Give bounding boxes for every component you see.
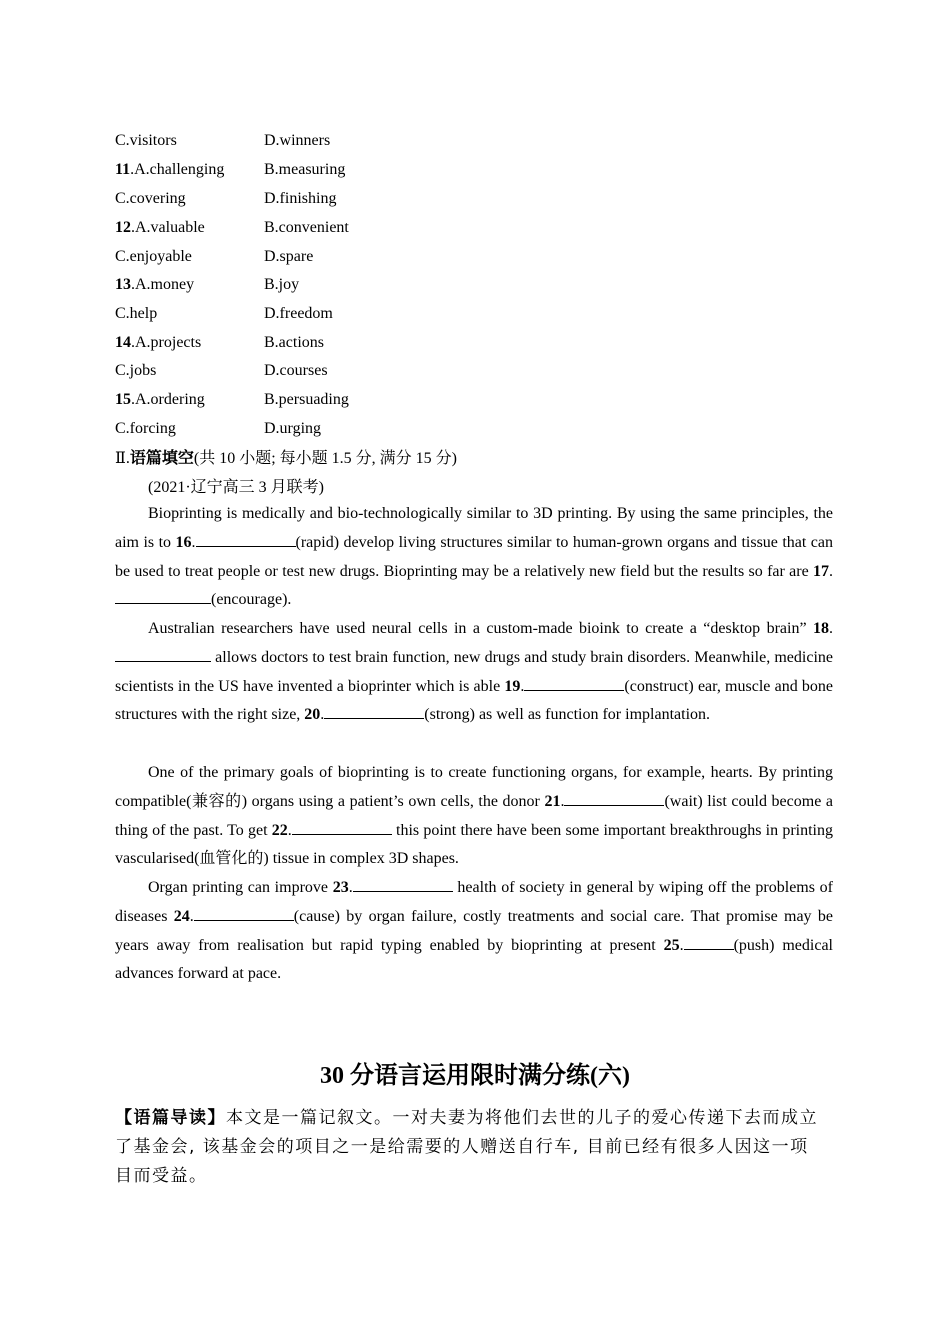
answer-blank [292,820,392,835]
answer-blank [194,906,294,921]
answer-blank [524,676,624,691]
passage-source: (2021·辽宁高三 3 月联考) [148,479,324,496]
reading-guide-text: 本文是一篇记叙文。一对夫妻为将他们去世的儿子的爱心传递下去而成立了基金会, 该基金会的项目之一是给需要的人赠送自行车, 目前已经有很多人因这一项目而受益。 [115,1108,818,1186]
section-heading: Ⅱ.语篇填空(共 10 小题; 每小题 1.5 分, 满分 15 分) [115,450,457,467]
answer-blank [564,791,664,806]
document-page: C.visitors D.winners 11.A.challenging B.measuring C.covering D.finishing 12.A.valuable B.convenient C.enjoyable D.spare 13.A.money B.joy C.help D.freedom 14.A.projects B.actions C.jobs D.courses 15.A.ordering B.persuading C.forcing D.urging Ⅱ.语篇填空(共 10 小题; 每小题 1.5 分, 满分 15 分) (2021·辽宁高三 3 月联考) Bioprinting is medically and bio-technologically similar to 3D printing. By using the same principles, the aim is to 16. (rapid) develop living structures similar to human-grown organs and tissue that can be used to treat people or test new drugs. Bioprinting may be a relatively new field but the results so far are 17.(encourage). Australian researchers have used neural cells in a custom-made bioink to create a “desktop brain” 18. allows doctors to test brain function, new drugs and study brain disorders. Meanwhile, medicine scientists in the US have invented a bioprinter which is able 19. (construct) ear, muscle and bone structures with the right size, 20. (strong) as well as function for implantation. One of the primary goals of bioprinting is to create functioning organs, for example, hearts. By printing compatible(兼容的) organs using a patient’s own cells, the donor 21. (wait) list could become a thing of the past. To get 22. this point there have been some important breakthroughs in printing vascularised(血管化的) tissue in complex 3D shapes. Organ printing can improve 23. health of society in general by wiping off the problems of diseases 24. (cause) by organ failure, costly treatments and social care. That promise may be years away from realisation but rapid typing enabled by bioprinting at present 25. (push) medical advances forward at pace. 30 分语言运用限时满分练(六) 【语篇导读】本文是一篇记叙文。一对夫妻为将他们去世的儿子的爱心传递下去而成立了基金会, 该基金会的项目之一是给需要的人赠送自行车, 目前已经有很多人因这一项目而受益。 [0,0,950,1344]
answer-blank [196,532,296,547]
reading-guide-tag: 【语篇导读】 [115,1108,226,1128]
passage-paragraph-2: Australian researchers have used neural cells in a custom-made bioink to create a “desktop brain” 18. allows doctors to test brain function, new drugs and study brain disorders. Meanwhile, medicine scientists in the US have invented a bioprinter which is able 19. (construct) ear, muscle and bone structures with the right size, 20. (strong) as well as function for implantation. [115,620,834,724]
answer-blank [115,589,211,604]
answer-blank [684,935,734,950]
answer-blank [324,704,424,719]
reading-guide [115,1104,827,1191]
passage-paragraph-3: One of the primary goals of bioprinting is to create functioning organs, for example, hearts. By printing compatible(兼容的) organs using a patient’s own cells, the donor 21. (wait) list could become a thing of the past. To get 22. this point there have been some important breakthroughs in printing vascularised(血管化的) tissue in complex 3D shapes. [115,764,834,868]
answer-blank [353,877,453,892]
answer-blank [115,647,211,662]
passage-paragraph-4: Organ printing can improve 23. health of society in general by wiping off the problems of diseases 24. (cause) by organ failure, costly treatments and social care. That promise may be years away from realisation but rapid typing enabled by bioprinting at present 25. (push) medical advances forward at pace. [115,879,833,983]
section-title: 30 分语言运用限时满分练(六) [320,1063,630,1089]
passage-paragraph-1: Bioprinting is medically and bio-technologically similar to 3D printing. By using the same principles, the aim is to 16. (rapid) develop living structures similar to human-grown organs and tissue that can be used to treat people or test new drugs. Bioprinting may be a relatively new field but the results so far are 17.(encourage). [115,505,834,609]
